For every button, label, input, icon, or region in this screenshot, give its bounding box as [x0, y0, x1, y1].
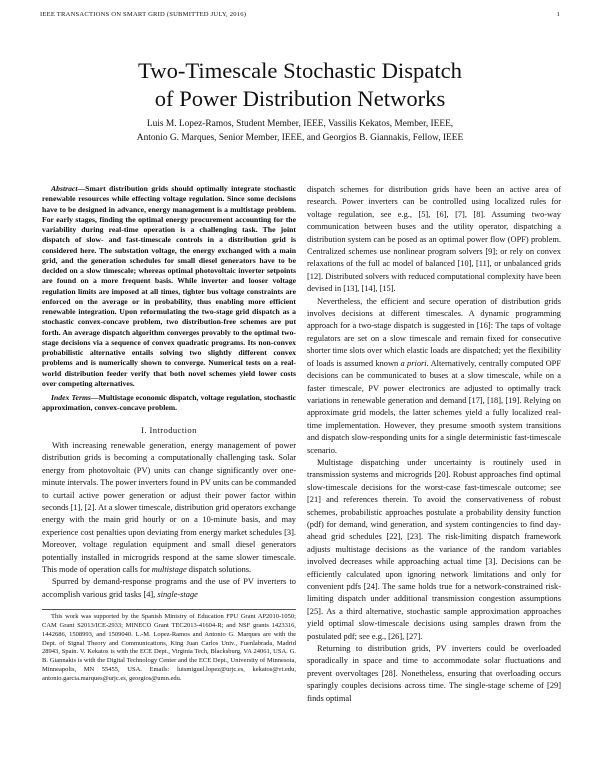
- authors-line-1: Luis M. Lopez-Ramos, Student Member, IEEE, Vassilis Kekatos, Member, IEEE,: [146, 119, 454, 129]
- right-column: [307, 184, 561, 705]
- right-p2-emphasis: a priori: [400, 358, 427, 368]
- paper-title: [0, 57, 600, 113]
- left-column: [42, 184, 296, 684]
- intro-p1-text-end: dispatch solutions.: [186, 564, 252, 574]
- abstract-label: Abstract: [51, 184, 78, 193]
- author-list: [0, 117, 600, 145]
- intro-p1-emphasis: multistage: [151, 564, 187, 574]
- right-p2-text-end: . Alternatively, centrally computed OPF decisions can be communicated to buses at a slow timescale, while on a faster timescale, PV power electronics are adjusted to optimally track variations in renewable generation and demand [17], [18], [19]. Relying on approximate grid models, the latter schemes yield a fully localized real-time implementation. However, they presume smooth system transitions and dispatch slow-responding units for a single deterministic fast-timescale scenario.: [307, 358, 561, 455]
- funding-footnote: This work was supported by the Spanish Ministry of Education FPU Grant AP2010-1050; CAM Grant S2013/ICE-2933; MINECO Grant TEC2013-41604-R; and NSF grants 1423316, 1442686, 1508993, and 1509040. L.-M. Lopez-Ramos and Antonio G. Marques are with the Dept. of Signal Theory and Communications, King Juan Carlos Univ., Fuenlabrada, Madrid 28943, Spain. V. Kekatos is with the ECE Dept., Virginia Tech, Blacksburg, VA 24061, USA. G. B. Giannakis is with the Digital Technology Center and the ECE Dept., University of Minnesota, Minneapolis, MN 55455, USA. Emails: luismiguel.lopez@urjc.es, kekatos@vt.edu, antonio.garcia.marques@urjc.es, georgios@umn.edu.: [42, 609, 296, 683]
- section-heading-introduction: I. Introduction: [141, 424, 197, 435]
- right-p2-text: Nevertheless, the efficient and secure operation of distribution grids involves decisions at different timescales. A dynamic programming approach for a two-stage dispatch is suggested in [16]: The taps of voltage regulators are set on a slow timescale and remain fixed for consecutive shorter time slots over which elastic loads are dispatched; yet the flexibility of loads is assumed known: [307, 296, 561, 368]
- right-paragraph-2: [307, 296, 561, 457]
- title-line-1: Two-Timescale Stochastic Dispatch: [138, 58, 462, 83]
- running-header: [40, 11, 560, 18]
- index-terms-text: —Multistage economic dispatch, voltage regulation, stochastic approximation, convex-concave problem.: [42, 393, 296, 413]
- right-paragraph-1: dispatch schemes for distribution grids have been an active area of research. Power inverters can be controlled using localized rules for voltage regulation, see e.g., [5], [6], [7], [8]. Assuming two-way communication between buses and the utility operator, dispatching a distribution system can be posed as an optimal power flow (OPF) problem. Centralized schemes use nonlinear program solvers [9]; or rely on convex relaxations of the full ac model of balanced [10], [11], or unbalanced grids [12]. Distributed solvers with reduced computational complexity have been devised in [13], [14], [15].: [307, 185, 561, 294]
- index-terms: [42, 393, 296, 414]
- running-title: IEEE TRANSACTIONS ON SMART GRID (SUBMITTED JULY, 2016): [40, 11, 247, 18]
- abstract: [42, 184, 296, 389]
- intro-p2-text: Spurred by demand-response programs and the use of PV inverters to accomplish various grid tasks [4],: [42, 577, 296, 599]
- title-line-2: of Power Distribution Networks: [154, 86, 446, 111]
- page-number: 1: [556, 11, 560, 18]
- authors-line-2: Antonio G. Marques, Senior Member, IEEE, and Georgios B. Giannakis, Fellow, IEEE: [136, 133, 464, 143]
- right-paragraph-4: Returning to distribution grids, PV inverters could be overloaded sporadically in space and time to accommodate solar fluctuations and prevent overvoltages [28]. Nonetheless, ensuring that overloading occurs sparingly couples decisions across time. The single-stage scheme of [29] finds optimal: [307, 644, 561, 703]
- intro-paragraph-1: [42, 440, 296, 576]
- intro-p1-text: With increasing renewable generation, energy management of power distribution grids is becoming a computationally challenging task. Solar energy from photovoltaic (PV) units can change significantly over one-minute intervals. The power inverters found in PV units can be commanded to curtail active power generation or adjust their power factor within seconds [1], [2]. At a slower timescale, distribution grid operators exchange energy with the main grid hourly or on a 10-minute basis, and may experience cost penalties upon deviating from energy market schedules [3]. Moreover, voltage regulation equipment and small diesel generators potentially installed in microgrids respond at the same slower timescale. This mode of operation calls for: [42, 440, 296, 574]
- index-terms-label: Index Terms: [51, 393, 91, 402]
- right-paragraph-3: Multistage dispatching under uncertainty is routinely used in transmission systems and microgrids [20]. Robust approaches find optimal slow-timescale decisions for the worst-case fast-timescale outcome; see [21] and references therein. To avoid the conservativeness of robust schemes, probabilistic approaches postulate a probability density function (pdf) for demand, wind generation, and system contingencies to find day-ahead grid schedules [22], [23]. The risk-limiting dispatch framework adjusts multistage decisions as the variance of the random variables involved decreases while approaching actual time [3]. Decisions can be efficiently calculated upon ignoring network limitations and only for convenient pdfs [24]. The same holds true for a network-constrained risk-limiting dispatch under additional transmission congestion assumptions [25]. As a third alternative, stochastic sample approximation approaches yield optimal slow-timescale decisions using samples drawn from the postulated pdf; see e.g., [26], [27].: [307, 457, 561, 641]
- abstract-text: —Smart distribution grids should optimally integrate stochastic renewable resources while effecting voltage regulation. Since some decisions have to be designed in advance, energy management is a multistage problem. For early stages, finding the optimal energy procurement accounting for the variability during real-time operation is a challenging task. The joint dispatch of slow- and fast-timescale controls in a distribution grid is considered here. The substation voltage, the energy exchanged with a main grid, and the generation schedules for small diesel generators have to be decided on a slow timescale; whereas optimal photovoltaic inverter setpoints are found on a more frequent basis. While inverter and looser voltage regulation limits are imposed at all times, tighter bus voltage constraints are enforced on the average or in probability, thus enabling more efficient renewable integration. Upon reformulating the two-stage grid dispatch as a stochastic convex-concave problem, two distribution-free schemes are put forth. An average dispatch algorithm converges provably to the optimal two-stage decisions via a sequence of convex quadratic programs. Its non-convex probabilistic alternative entails solving two slightly different convex problems and is numerically shown to converge. Numerical tests on a real-world distribution feeder verify that both novel schemes yield lower costs over competing alternatives.: [42, 184, 296, 388]
- intro-p2-emphasis: single-stage: [157, 589, 198, 599]
- intro-paragraph-2: [42, 576, 296, 601]
